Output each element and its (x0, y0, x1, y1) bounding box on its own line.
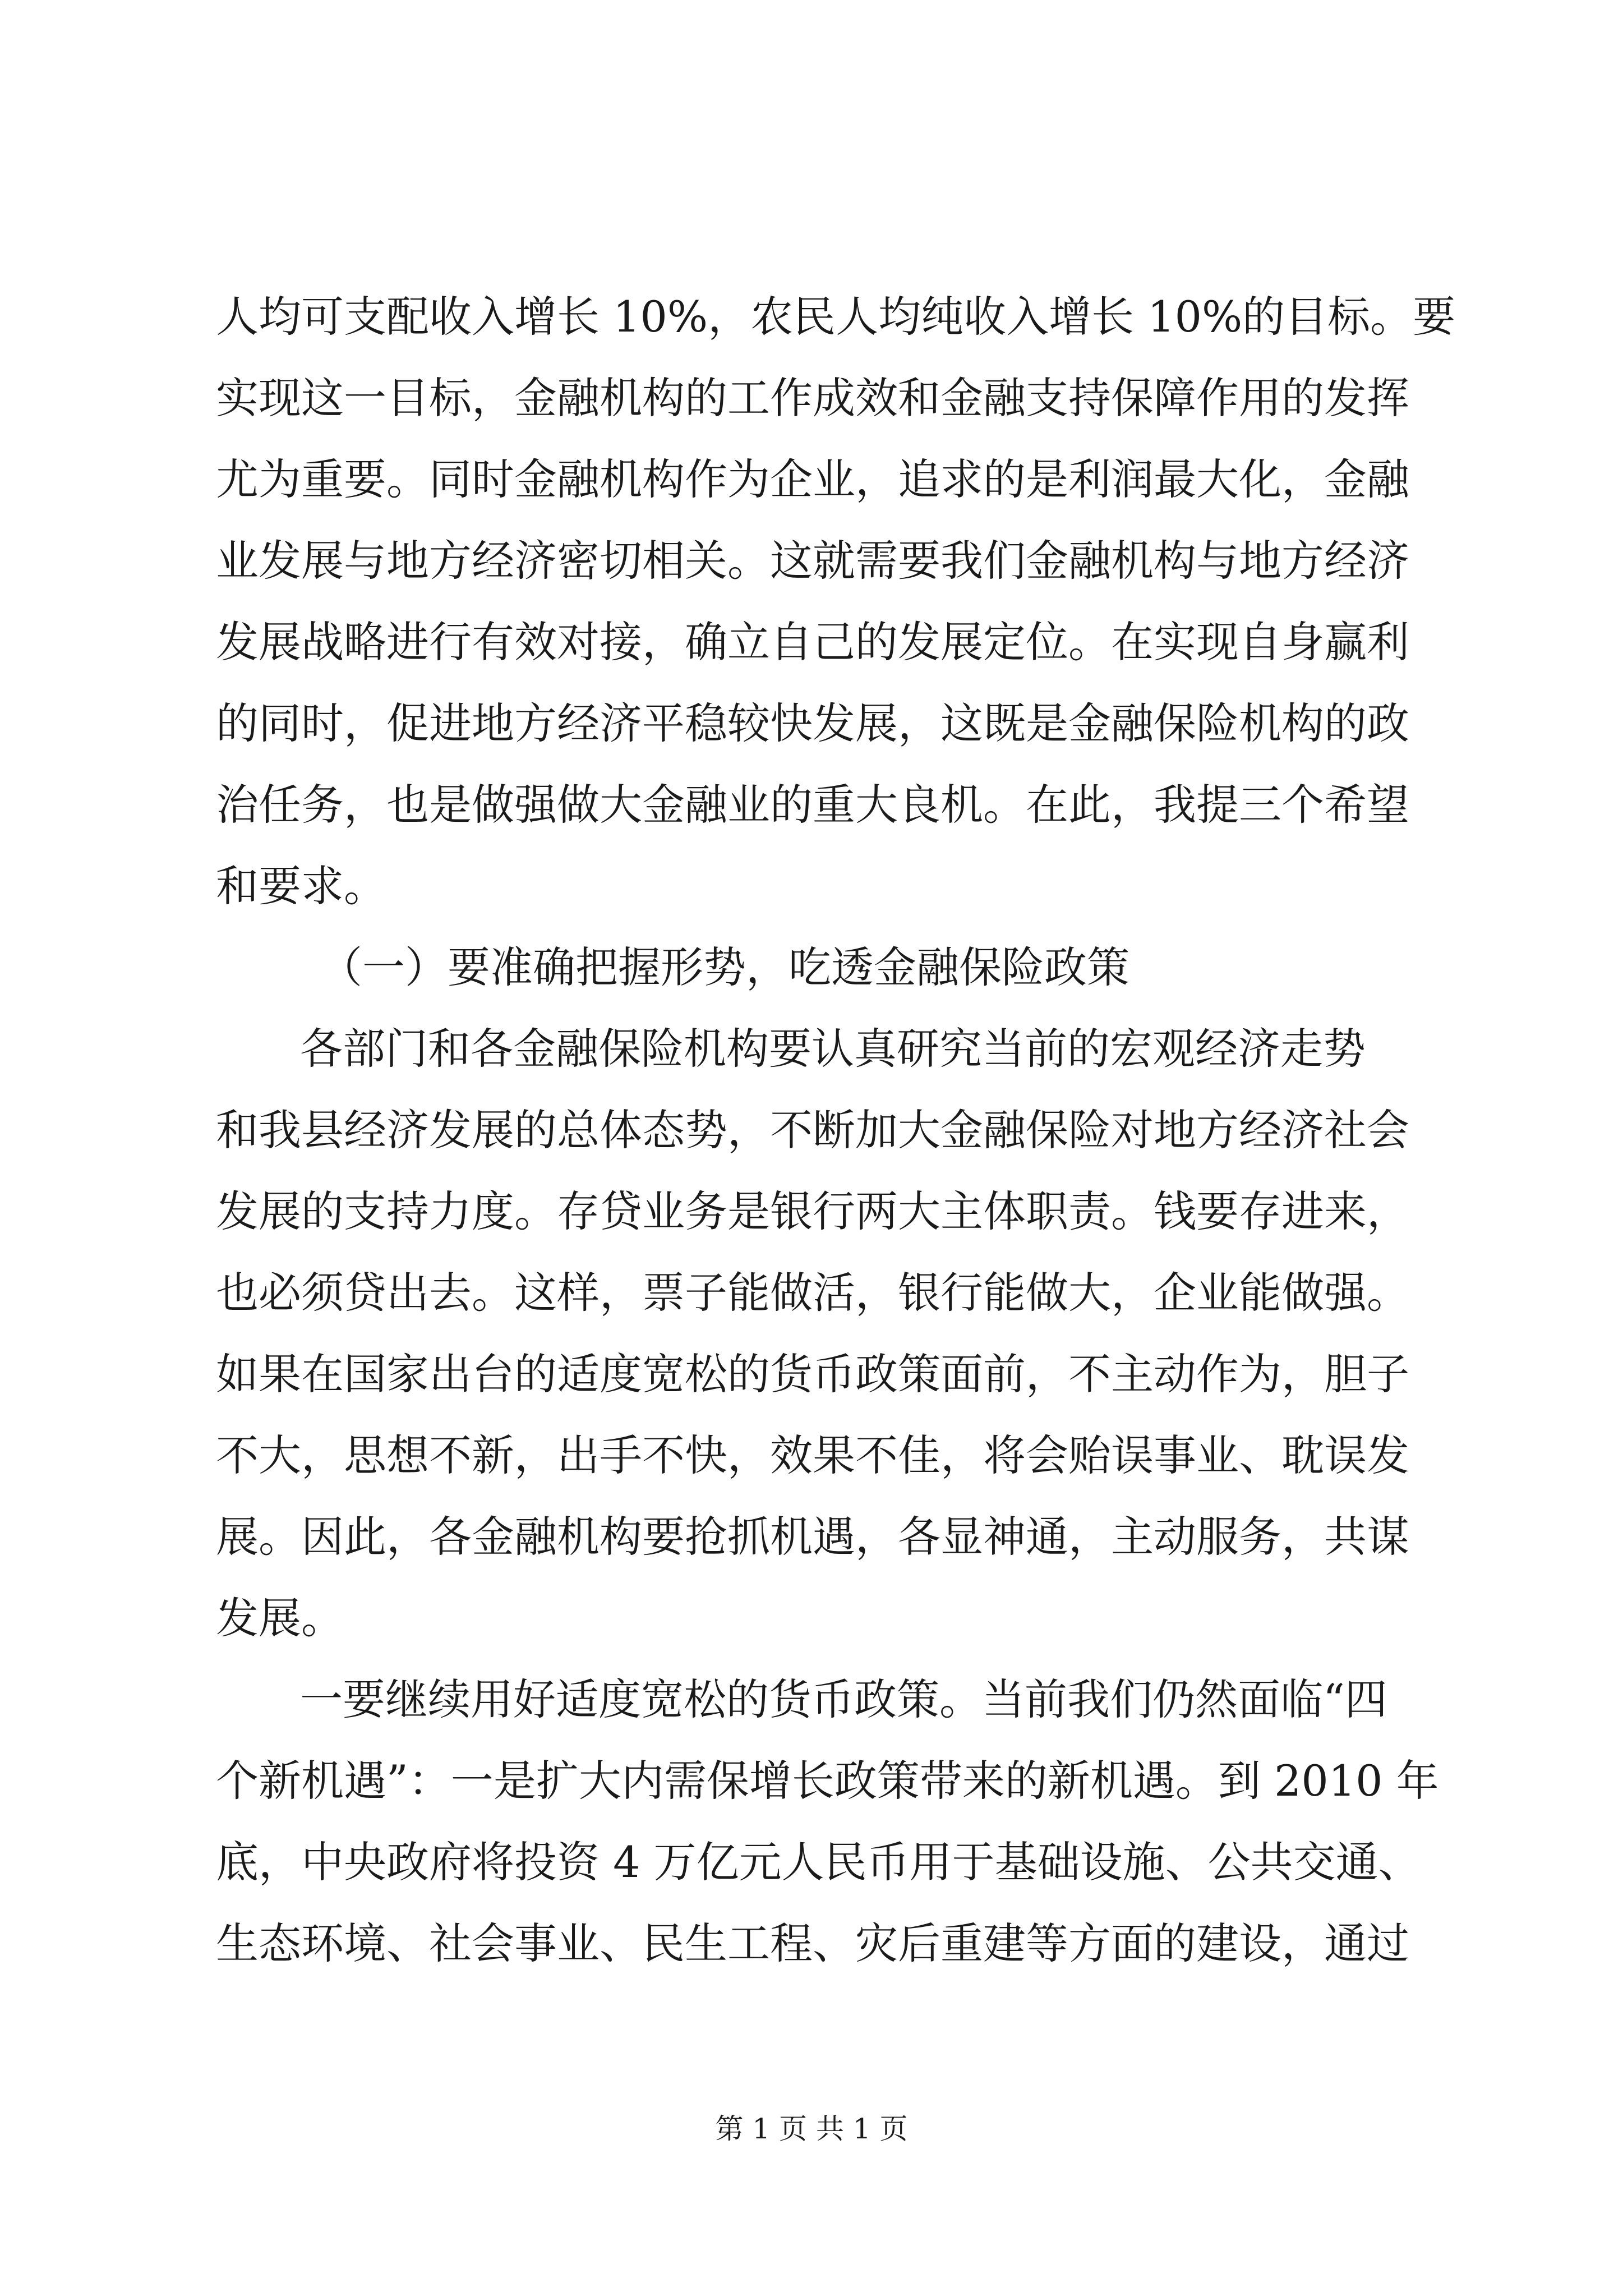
body-line: 也必须贷出去。这样，票子能做活，银行能做大，企业能做强。 (216, 1268, 1409, 1318)
page-footer: 第 1 页 共 1 页 (715, 2113, 908, 2145)
body-line: 发展战略进行有效对接，确立自己的发展定位。在实现自身赢利 (216, 617, 1409, 667)
body-line: 发展。 (216, 1593, 344, 1643)
body-line: 的同时，促进地方经济平稳较快发展，这既是金融保险机构的政 (216, 698, 1409, 748)
body-line: 和我县经济发展的总体态势，不断加大金融保险对地方经济社会 (216, 1105, 1409, 1155)
body-line: 底，中央政府将投资 4 万亿元人民币用于基础设施、公共交通、 (216, 1837, 1421, 1887)
body-line: 生态环境、社会事业、民生工程、灾后重建等方面的建设，通过 (216, 1918, 1409, 1968)
section-heading: （一）要准确把握形势，吃透金融保险政策 (320, 942, 1129, 992)
body-line: 不大，思想不新，出手不快，效果不佳，将会贻误事业、耽误发 (216, 1430, 1409, 1480)
body-line: 各部门和各金融保险机构要认真研究当前的宏观经济走势 (300, 1024, 1366, 1074)
body-line: 尤为重要。同时金融机构作为企业，追求的是利润最大化，金融 (216, 454, 1409, 504)
body-line: 个新机遇”：一是扩大内需保增长政策带来的新机遇。到 2010 年 (216, 1756, 1439, 1806)
body-line: 如果在国家出台的适度宽松的货币政策面前，不主动作为，胆子 (216, 1349, 1409, 1399)
body-line: 治任务，也是做强做大金融业的重大良机。在此，我提三个希望 (216, 780, 1409, 830)
body-line: 和要求。 (216, 861, 386, 911)
body-line: 业发展与地方经济密切相关。这就需要我们金融机构与地方经济 (216, 536, 1409, 586)
body-line: 发展的支持力度。存贷业务是银行两大主体职责。钱要存进来， (216, 1186, 1409, 1236)
body-line: 实现这一目标，金融机构的工作成效和金融支持保障作用的发挥 (216, 373, 1409, 423)
body-line: 展。因此，各金融机构要抢抓机遇，各显神通，主动服务，共谋 (216, 1512, 1409, 1562)
body-line: 一要继续用好适度宽松的货币政策。当前我们仍然面临“四 (300, 1674, 1387, 1724)
body-line: 人均可支配收入增长 10%，农民人均纯收入增长 10%的目标。要 (216, 292, 1456, 342)
